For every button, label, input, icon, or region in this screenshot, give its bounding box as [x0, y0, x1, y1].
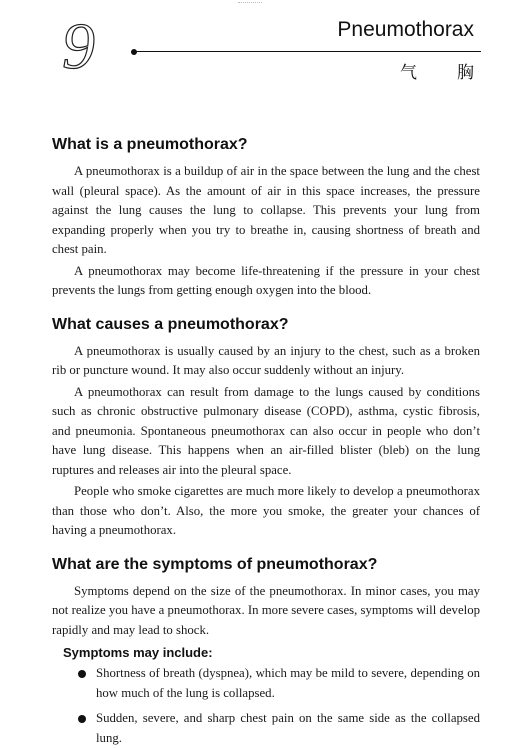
section-heading-causes: What causes a pneumothorax?: [52, 315, 289, 333]
chapter-number: 9: [62, 10, 95, 83]
symptoms-subheading: Symptoms may include:: [63, 645, 213, 660]
paragraph: A pneumothorax is usually caused by an injury to the chest, such as a broken rib or puncture wound. It may also occur suddenly without an injury.: [52, 343, 480, 377]
bullet-icon: [78, 670, 86, 678]
header-rule: [136, 51, 481, 52]
scan-artifact: [238, 2, 262, 6]
paragraph: People who smoke cigarettes are much more likely to develop a pneumothorax than those who don’t. Also, the more you smoke, the greater your chances of having a pneumothorax.: [52, 484, 480, 537]
list-item-text: Shortness of breath (dyspnea), which may be mild to severe, depending on how much of the lung is collapsed.: [96, 666, 480, 700]
list-item: [52, 664, 480, 703]
paragraph: A pneumothorax may become life-threatening if the pressure in your chest prevents the lungs from getting enough oxygen into the blood.: [52, 263, 480, 297]
article-body: [52, 135, 480, 748]
header-rule-dot: [131, 49, 137, 55]
paragraph: Symptoms depend on the size of the pneumothorax. In minor cases, you may not realize you have a pneumothorax. In more severe cases, symptoms will develop rapidly and may lead to shock.: [52, 583, 480, 637]
symptoms-list: [52, 664, 480, 748]
section-heading-symptoms: What are the symptoms of pneumothorax?: [52, 555, 378, 573]
list-item-text: Sudden, severe, and sharp chest pain on the same side as the collapsed lung.: [96, 711, 480, 745]
chapter-title: Pneumothorax: [337, 18, 474, 41]
paragraph: A pneumothorax is a buildup of air in the space between the lung and the chest wall (pleural space). As the amount of air in this space increases, the pressure against the lung causes the lung to collapse. This prevents your lung from expanding properly when you try to breathe in, causing shortness of breath and chest pain.: [52, 164, 480, 256]
section-heading-what-is: What is a pneumothorax?: [52, 136, 248, 153]
chapter-title-chinese: 气胸: [400, 63, 514, 83]
bullet-icon: [78, 715, 86, 723]
paragraph: A pneumothorax can result from damage to the lungs caused by conditions such as chronic obstructive pulmonary disease (COPD), asthma, cystic fibrosis, and pneumonia. Spontaneous pneumothorax can also occur in people who don’t have lung disease. This happens when an air-filled blister (bleb) on the lung ruptures and releases air into the pleural space.: [52, 384, 480, 477]
list-item: [52, 709, 480, 748]
